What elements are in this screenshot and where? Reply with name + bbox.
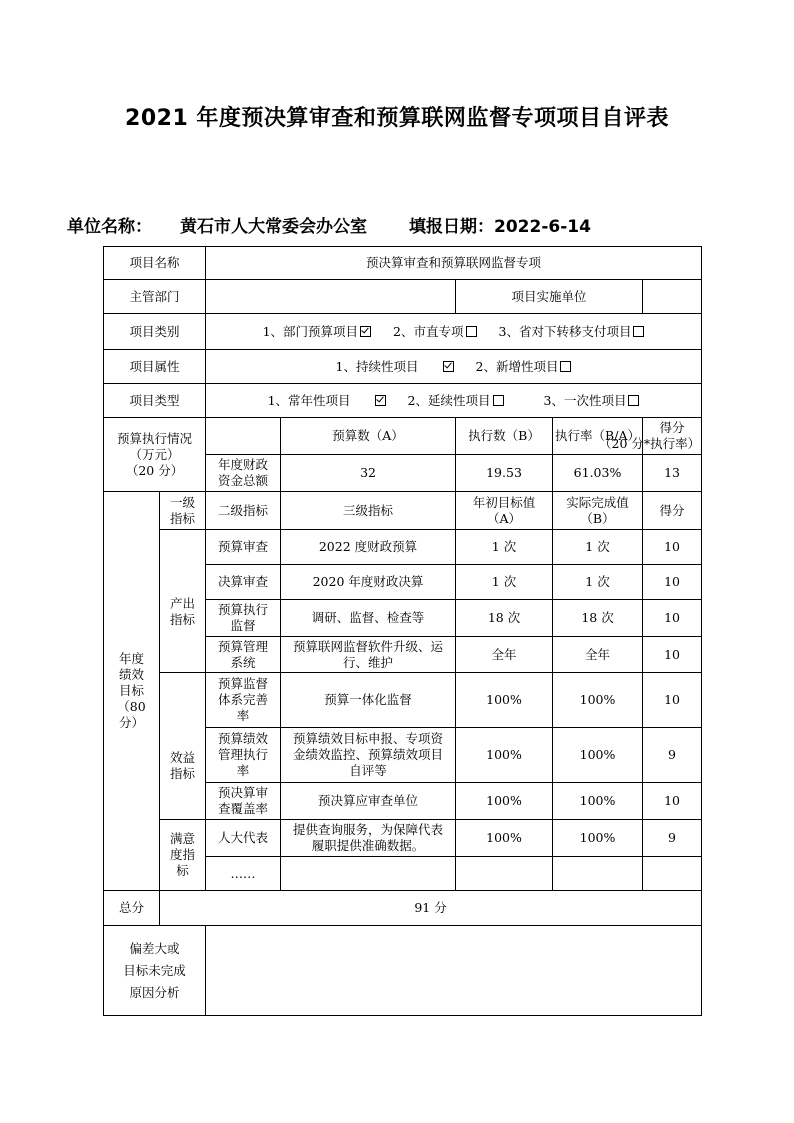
- h-target-line: 年初目标值: [472, 494, 536, 510]
- actual-cell: 100%: [553, 673, 643, 728]
- l2-cell: [206, 637, 281, 673]
- perf-section-label: [104, 492, 160, 891]
- self-evaluation-table: [103, 246, 702, 1016]
- score-value: 13: [643, 455, 702, 492]
- actual-cell: 18 次: [553, 600, 643, 637]
- l3-cell: [281, 637, 456, 673]
- l2-cell: [206, 600, 281, 637]
- l2-line: 查覆盖率: [218, 801, 269, 816]
- rate-value: 61.03%: [553, 455, 643, 492]
- group-satisfaction-label: [160, 820, 206, 891]
- category-opt-city-special: 2、市直专项: [393, 323, 464, 339]
- actual-cell: 1 次: [553, 530, 643, 565]
- type-opt-annual: 1、常年性项目: [267, 392, 351, 408]
- category-opt-provincial-transfer: 3、省对下转移支付项目: [498, 323, 632, 339]
- l2-line: 体系完善: [218, 692, 269, 707]
- row-perf-header: [104, 492, 702, 530]
- l3-line: 金绩效监控、预算绩效项目: [293, 747, 444, 762]
- total-value: 91 分: [160, 891, 702, 926]
- empty-box-icon[interactable]: [466, 326, 477, 337]
- score-cell: 9: [643, 728, 702, 783]
- target-cell: 1 次: [456, 565, 553, 600]
- attribute-label: 项目属性: [104, 350, 206, 384]
- actual-cell: [553, 857, 643, 891]
- l3-line: 预算联网监督软件升级、运: [293, 638, 444, 654]
- l3-cell: [281, 673, 456, 728]
- checked-box-icon[interactable]: [360, 326, 371, 337]
- score-cell: [643, 857, 702, 891]
- l2-cell: [206, 857, 281, 891]
- dept-value[interactable]: [206, 280, 456, 314]
- page-title: 2021 年度预决算审查和预算联网监督专项项目自评表: [125, 106, 669, 131]
- attribute-options: [206, 350, 702, 384]
- table-row: [104, 530, 702, 565]
- target-cell: 100%: [456, 673, 553, 728]
- l3-cell: [281, 600, 456, 637]
- l2-cell: [206, 673, 281, 728]
- l2-cell: [206, 565, 281, 600]
- annual-fund-label: [206, 455, 281, 492]
- col-budget-a: 预算数（A）: [281, 418, 456, 455]
- budget-label-line: 预算执行情况: [117, 430, 193, 446]
- l3-line: 调研、监督、检查等: [311, 610, 425, 625]
- attribute-opt-continuous: 1、持续性项目: [335, 358, 419, 374]
- row-total: [104, 891, 702, 926]
- score-cell: 10: [643, 783, 702, 820]
- l2-line: ……: [230, 865, 256, 881]
- form-header: [67, 212, 591, 237]
- l2-line: 预算监督: [218, 676, 269, 691]
- row-department: [104, 280, 702, 314]
- category-label: 项目类别: [104, 314, 206, 350]
- category-opt-dept-budget: 1、部门预算项目: [262, 323, 359, 339]
- col-exec-rate: 执行率（B/A）: [553, 418, 643, 455]
- group-label-line: 标: [176, 863, 189, 878]
- unit-name-label: 单位名称：: [67, 217, 152, 237]
- l2-line: 预算绩效: [218, 731, 269, 746]
- h-level2: 二级指标: [206, 492, 281, 530]
- col-score: [599, 418, 702, 455]
- l2-line: 预算管理: [218, 638, 269, 654]
- target-cell: 18 次: [456, 600, 553, 637]
- l2-line: 系统: [230, 654, 256, 670]
- annual-fund-label-line: 年度财政: [218, 457, 269, 472]
- type-label: 项目类型: [104, 384, 206, 418]
- deviation-label-line: 原因分析: [129, 984, 180, 1000]
- target-cell: [456, 857, 553, 891]
- l3-cell: [281, 820, 456, 857]
- score-cell: 10: [643, 673, 702, 728]
- row-deviation: [104, 926, 702, 1016]
- l2-line: 预算执行: [218, 602, 269, 617]
- deviation-label-line: 目标未完成: [123, 962, 186, 978]
- category-options: [206, 314, 702, 350]
- empty-box-icon[interactable]: [628, 395, 639, 406]
- l3-line: 行、维护: [343, 654, 394, 670]
- attribute-opt-new: 2、新增性项目: [475, 358, 559, 374]
- fill-date-value: 2022-6-14: [494, 217, 591, 237]
- h-level1: [160, 492, 206, 530]
- l2-cell: [206, 783, 281, 820]
- h-target: [456, 492, 553, 530]
- score-cell: 10: [643, 637, 702, 673]
- budget-label-line: （20 分）: [125, 462, 184, 478]
- l3-cell: [281, 530, 456, 565]
- impl-unit-label: 项目实施单位: [456, 280, 643, 314]
- actual-cell: 100%: [553, 783, 643, 820]
- l3-line: 2022 度财政预算: [318, 539, 418, 554]
- perf-label-line: （80: [117, 699, 146, 714]
- group-label-line: 效益: [170, 750, 196, 765]
- col-score-line: 得分: [659, 420, 685, 435]
- l3-cell: [281, 728, 456, 783]
- l3-line: 自评等: [349, 763, 387, 778]
- row-budget-header: [104, 418, 702, 455]
- checked-box-icon[interactable]: [375, 395, 386, 406]
- l2-line: 率: [236, 763, 250, 778]
- empty-box-icon[interactable]: [633, 326, 644, 337]
- group-label-line: 满意: [170, 831, 196, 846]
- l2-line: 率: [236, 708, 250, 723]
- row-category: [104, 314, 702, 350]
- budget-label-line: （万元）: [129, 446, 180, 462]
- col-exec-b: 执行数（B）: [456, 418, 553, 455]
- col-score-line: （20 分*执行率）: [599, 436, 701, 451]
- project-name-value: 预决算审查和预算联网监督专项: [206, 247, 702, 280]
- score-cell: 9: [643, 820, 702, 857]
- empty-box-icon[interactable]: [493, 395, 504, 406]
- l3-line: 预算一体化监督: [324, 692, 412, 707]
- l2-cell: [206, 728, 281, 783]
- impl-unit-value[interactable]: [643, 280, 702, 314]
- perf-label-line: 绩效: [118, 667, 144, 682]
- l2-line: 预决算审: [218, 785, 269, 800]
- perf-label-line: 分）: [118, 715, 144, 730]
- perf-label-line: 目标: [118, 683, 144, 698]
- dept-label: 主管部门: [104, 280, 206, 314]
- h-actual-line: 实际完成值: [566, 494, 629, 510]
- score-cell: 10: [643, 600, 702, 637]
- fill-date-label: 填报日期：: [409, 217, 494, 237]
- group-label-line: 产出: [170, 596, 196, 611]
- group-label-line: 指标: [170, 612, 196, 627]
- h-level1-line: 一级: [170, 494, 196, 510]
- target-cell: 100%: [456, 820, 553, 857]
- l3-line: 2020 年度财政决算: [312, 574, 424, 589]
- exec-value: 19.53: [456, 455, 553, 492]
- deviation-label: [104, 926, 206, 1016]
- l2-line: 预算审查: [218, 539, 269, 554]
- h-score: 得分: [643, 492, 702, 530]
- type-options: [206, 384, 702, 418]
- project-name-label: 项目名称: [104, 247, 206, 280]
- empty-box-icon[interactable]: [560, 361, 571, 372]
- type-opt-extended: 2、延续性项目: [407, 392, 491, 408]
- target-cell: 1 次: [456, 530, 553, 565]
- target-cell: 全年: [456, 637, 553, 673]
- score-cell: 10: [643, 530, 702, 565]
- l2-line: 决算审查: [218, 574, 269, 589]
- actual-cell: 全年: [553, 637, 643, 673]
- deviation-label-line: 偏差大或: [129, 940, 180, 956]
- score-cell: 10: [643, 565, 702, 600]
- l2-line: 监督: [230, 618, 256, 633]
- target-cell: 100%: [456, 783, 553, 820]
- actual-cell: 1 次: [553, 565, 643, 600]
- h-level1-line: 指标: [170, 510, 196, 526]
- h-actual: [553, 492, 643, 530]
- l3-cell: [281, 783, 456, 820]
- row-attribute: [104, 350, 702, 384]
- checked-box-icon[interactable]: [443, 361, 454, 372]
- perf-label-line: 年度: [118, 651, 144, 666]
- l3-cell: [281, 565, 456, 600]
- l3-cell: [281, 857, 456, 891]
- l2-cell: [206, 820, 281, 857]
- l3-line: 提供查询服务，为保障代表: [293, 822, 444, 837]
- group-label-line: 度指: [170, 847, 196, 862]
- deviation-value[interactable]: [206, 926, 702, 1016]
- l2-line: 管理执行: [218, 747, 269, 762]
- h-actual-line: （B）: [580, 510, 615, 526]
- group-output-label: [160, 530, 206, 673]
- table-row: [104, 673, 702, 728]
- h-level3: 三级指标: [281, 492, 456, 530]
- unit-name-value: 黄石市人大常委会办公室: [180, 217, 367, 237]
- actual-cell: 100%: [553, 820, 643, 857]
- table-row: [104, 820, 702, 857]
- budget-section-label: [104, 418, 206, 492]
- l3-line: 预决算应审查单位: [318, 793, 419, 808]
- l3-line: 履职提供准确数据。: [311, 838, 425, 853]
- row-project-name: [104, 247, 702, 280]
- h-target-line: （A）: [487, 510, 522, 526]
- target-cell: 100%: [456, 728, 553, 783]
- l3-line: 预算绩效目标申报、专项资: [293, 731, 444, 746]
- l2-cell: [206, 530, 281, 565]
- annual-fund-label-line: 资金总额: [218, 473, 269, 488]
- group-label-line: 指标: [170, 766, 196, 781]
- group-benefit-label: [160, 673, 206, 820]
- type-opt-one-time: 3、一次性项目: [543, 392, 627, 408]
- total-label: 总分: [104, 891, 160, 926]
- l2-line: 人大代表: [218, 830, 269, 845]
- actual-cell: 100%: [553, 728, 643, 783]
- budget-blank-header: [206, 418, 281, 455]
- row-type: [104, 384, 702, 418]
- budget-value: 32: [281, 455, 456, 492]
